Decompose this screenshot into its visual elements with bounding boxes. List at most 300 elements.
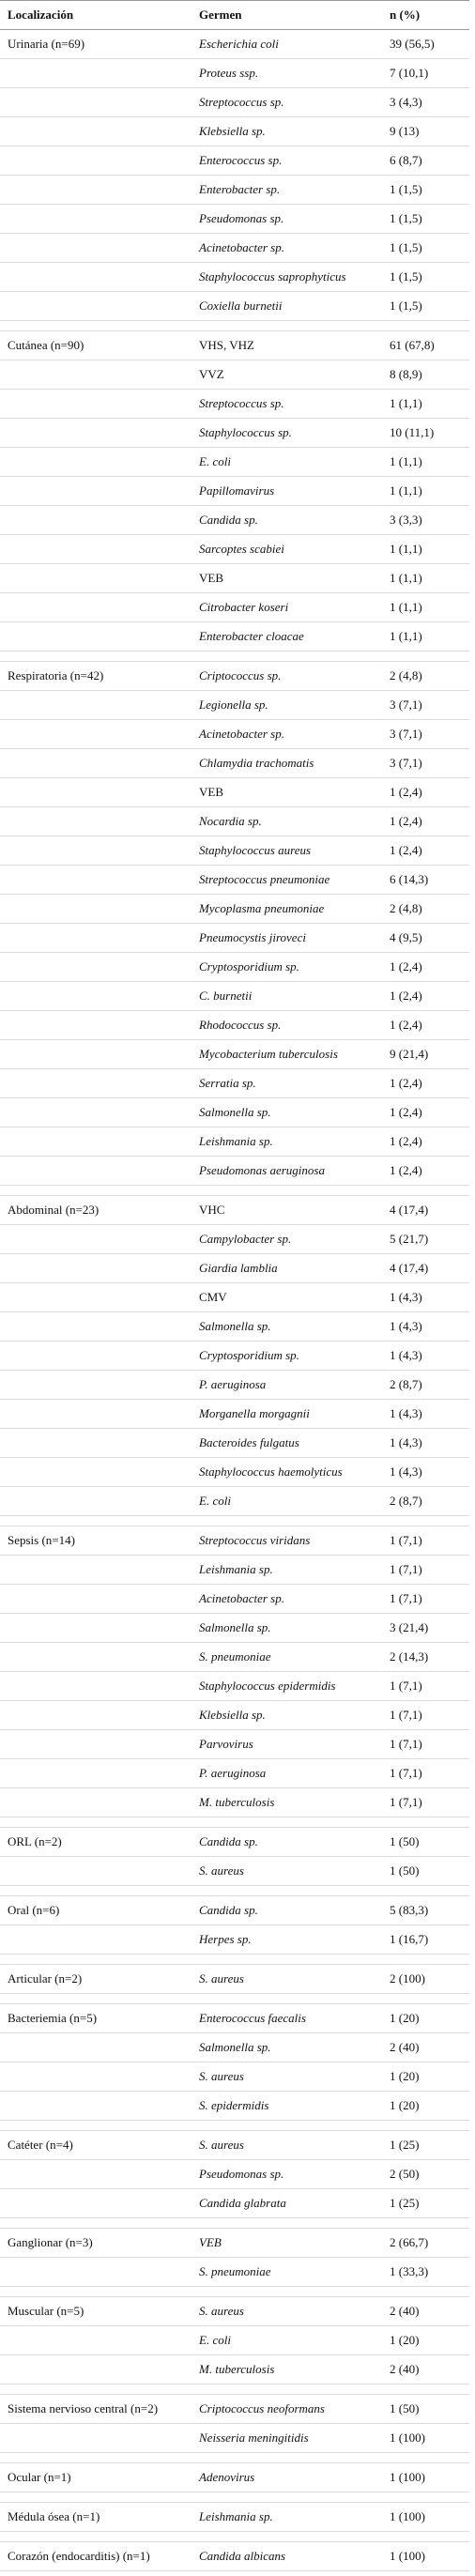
location-cell-empty — [0, 1400, 192, 1429]
location-cell-empty — [0, 1857, 192, 1886]
location-cell-empty — [0, 1429, 192, 1458]
germ-cell: CMV — [192, 1283, 382, 1312]
table-row — [0, 1312, 469, 1342]
table-row — [0, 2131, 469, 2160]
location-cell-empty — [0, 448, 192, 477]
count-percent-cell: 1 (7,1) — [382, 1585, 469, 1614]
spacer-cell — [0, 1955, 192, 1965]
table-row — [0, 720, 469, 749]
location-cell-empty — [0, 1283, 192, 1312]
germ-cell: S. aureus — [192, 2297, 382, 2326]
count-percent-cell: 9 (13) — [382, 117, 469, 146]
table-row — [0, 506, 469, 535]
table-row — [0, 1857, 469, 1886]
location-cell-empty — [0, 360, 192, 390]
location-cell: Oral (n=6) — [0, 1896, 192, 1925]
spacer-cell — [192, 652, 382, 662]
spacer-cell — [382, 1994, 469, 2004]
count-percent-cell: 1 (1,5) — [382, 205, 469, 234]
count-percent-cell: 1 (25) — [382, 2131, 469, 2160]
table-row — [0, 1672, 469, 1701]
germ-cell: Campylobacter sp. — [192, 1225, 382, 1254]
spacer-cell — [192, 2287, 382, 2297]
table-row — [0, 691, 469, 720]
location-cell: Ganglionar (n=3) — [0, 2229, 192, 2258]
table-row — [0, 448, 469, 477]
count-percent-cell: 4 (9,5) — [382, 924, 469, 953]
table-row — [0, 2189, 469, 2218]
count-percent-cell: 1 (4,3) — [382, 1429, 469, 1458]
location-cell-empty — [0, 953, 192, 982]
germ-cell: Nocardia sp. — [192, 807, 382, 836]
table-row — [0, 2542, 469, 2571]
location-cell-empty — [0, 205, 192, 234]
germ-cell: VVZ — [192, 360, 382, 390]
group-spacer-row — [0, 2218, 469, 2229]
location-cell-empty — [0, 1672, 192, 1701]
location-cell-empty — [0, 1643, 192, 1672]
count-percent-cell: 5 (21,7) — [382, 1225, 469, 1254]
germ-cell: Salmonella sp. — [192, 1098, 382, 1127]
location-cell-empty — [0, 836, 192, 866]
count-percent-cell: 1 (2,4) — [382, 982, 469, 1011]
location-cell-empty — [0, 1487, 192, 1516]
location-cell-empty — [0, 1759, 192, 1788]
group-spacer-row — [0, 2384, 469, 2395]
count-percent-cell: 1 (4,3) — [382, 1342, 469, 1371]
table-row — [0, 1196, 469, 1225]
spacer-cell — [192, 1955, 382, 1965]
table-row — [0, 1896, 469, 1925]
germ-cell: Criptococcus sp. — [192, 662, 382, 691]
germ-cell: VHS, VHZ — [192, 331, 382, 360]
germ-cell: Staphylococcus epidermidis — [192, 1672, 382, 1701]
location-cell-empty — [0, 1011, 192, 1040]
count-percent-cell: 2 (40) — [382, 2033, 469, 2062]
group-spacer-row — [0, 652, 469, 662]
spacer-cell — [192, 1817, 382, 1828]
germ-cell: Chlamydia trachomatis — [192, 749, 382, 778]
table-row — [0, 2092, 469, 2121]
count-percent-cell: 1 (50) — [382, 1828, 469, 1857]
table-row — [0, 662, 469, 691]
germ-cell: Candida albicans — [192, 2542, 382, 2571]
location-cell-empty — [0, 807, 192, 836]
count-percent-cell: 4 (17,4) — [382, 1196, 469, 1225]
table-row — [0, 836, 469, 866]
table-row — [0, 807, 469, 836]
count-percent-cell: 9 (21,4) — [382, 1040, 469, 1069]
count-percent-cell: 1 (2,4) — [382, 1127, 469, 1157]
table-row — [0, 1759, 469, 1788]
location-cell-empty — [0, 982, 192, 1011]
location-cell: Médula ósea (n=1) — [0, 2503, 192, 2532]
germ-cell: VHC — [192, 1196, 382, 1225]
location-cell: Corazón (endocarditis) (n=1) — [0, 2542, 192, 2571]
header-localizacion: Localización — [0, 1, 192, 30]
spacer-cell — [0, 1994, 192, 2004]
count-percent-cell: 1 (2,4) — [382, 953, 469, 982]
count-percent-cell: 3 (7,1) — [382, 691, 469, 720]
count-percent-cell: 1 (100) — [382, 2503, 469, 2532]
header-row — [0, 1, 469, 30]
count-percent-cell: 1 (1,1) — [382, 448, 469, 477]
group-spacer-row — [0, 2492, 469, 2503]
location-cell: Muscular (n=5) — [0, 2297, 192, 2326]
location-cell: Sistema nervioso central (n=2) — [0, 2395, 192, 2424]
count-percent-cell: 1 (20) — [382, 2062, 469, 2092]
spacer-cell — [382, 1955, 469, 1965]
germ-cell: VEB — [192, 778, 382, 807]
germ-cell: Acinetobacter sp. — [192, 1585, 382, 1614]
spacer-cell — [0, 2218, 192, 2229]
table-row — [0, 1283, 469, 1312]
table-row — [0, 1643, 469, 1672]
table-row — [0, 1157, 469, 1186]
germ-cell: Escherichia coli — [192, 30, 382, 59]
germ-cell: P. aeruginosa — [192, 1759, 382, 1788]
location-cell-empty — [0, 146, 192, 176]
count-percent-cell: 1 (1,1) — [382, 564, 469, 593]
count-percent-cell: 1 (1,1) — [382, 622, 469, 652]
location-cell-empty — [0, 1098, 192, 1127]
table-row — [0, 1701, 469, 1730]
spacer-cell — [382, 2384, 469, 2395]
location-cell-empty — [0, 1585, 192, 1614]
location-cell: Respiratoria (n=42) — [0, 662, 192, 691]
table-row — [0, 477, 469, 506]
location-cell-empty — [0, 59, 192, 88]
table-row — [0, 176, 469, 205]
germ-cell: Staphylococcus haemolyticus — [192, 1458, 382, 1487]
spacer-cell — [0, 1186, 192, 1196]
germ-cell: Enterococcus faecalis — [192, 2004, 382, 2033]
spacer-cell — [0, 2384, 192, 2395]
count-percent-cell: 1 (2,4) — [382, 1011, 469, 1040]
count-percent-cell: 61 (67,8) — [382, 331, 469, 360]
group-spacer-row — [0, 2453, 469, 2463]
group-spacer-row — [0, 2121, 469, 2131]
germ-cell: Mycoplasma pneumoniae — [192, 895, 382, 924]
germ-cell: Sarcoptes scabiei — [192, 535, 382, 564]
count-percent-cell: 2 (8,7) — [382, 1371, 469, 1400]
location-cell: Cutánea (n=90) — [0, 331, 192, 360]
count-percent-cell: 1 (7,1) — [382, 1526, 469, 1556]
table-row — [0, 1965, 469, 1994]
count-percent-cell: 2 (100) — [382, 1965, 469, 1994]
germ-cell: Leishmania sp. — [192, 2503, 382, 2532]
location-cell-empty — [0, 1312, 192, 1342]
table-row — [0, 2503, 469, 2532]
location-cell-empty — [0, 593, 192, 622]
table-row — [0, 1614, 469, 1643]
location-cell-empty — [0, 477, 192, 506]
spacer-cell — [382, 2532, 469, 2542]
germ-cell: P. aeruginosa — [192, 1371, 382, 1400]
location-cell: Sepsis (n=14) — [0, 1526, 192, 1556]
spacer-cell — [0, 2532, 192, 2542]
germ-cell: Proteus ssp. — [192, 59, 382, 88]
table-row — [0, 535, 469, 564]
count-percent-cell: 1 (1,5) — [382, 234, 469, 263]
table-row — [0, 1925, 469, 1955]
germ-cell: Neisseria meningitidis — [192, 2424, 382, 2453]
location-cell-empty — [0, 564, 192, 593]
location-cell-empty — [0, 234, 192, 263]
count-percent-cell: 1 (1,1) — [382, 593, 469, 622]
location-cell-empty — [0, 622, 192, 652]
count-percent-cell: 1 (1,1) — [382, 535, 469, 564]
spacer-cell — [192, 321, 382, 331]
count-percent-cell: 1 (2,4) — [382, 836, 469, 866]
count-percent-cell: 3 (7,1) — [382, 720, 469, 749]
table-row — [0, 2160, 469, 2189]
table-row — [0, 895, 469, 924]
table-row — [0, 2424, 469, 2453]
location-cell: Articular (n=2) — [0, 1965, 192, 1994]
count-percent-cell: 1 (4,3) — [382, 1312, 469, 1342]
group-spacer-row — [0, 1186, 469, 1196]
table-row — [0, 866, 469, 895]
header-n-percent: n (%) — [382, 1, 469, 30]
location-cell-empty — [0, 176, 192, 205]
germ-cell: Legionella sp. — [192, 691, 382, 720]
group-spacer-row — [0, 1955, 469, 1965]
table-row — [0, 778, 469, 807]
spacer-cell — [382, 1186, 469, 1196]
location-cell-empty — [0, 535, 192, 564]
count-percent-cell: 1 (1,5) — [382, 176, 469, 205]
location-cell-empty — [0, 1254, 192, 1283]
location-cell-empty — [0, 419, 192, 448]
group-spacer-row — [0, 2287, 469, 2297]
spacer-cell — [0, 1516, 192, 1526]
table-row — [0, 2355, 469, 2384]
germ-cell: Pseudomonas sp. — [192, 205, 382, 234]
location-cell-empty — [0, 390, 192, 419]
table-row — [0, 2326, 469, 2355]
location-cell: Ocular (n=1) — [0, 2463, 192, 2492]
germ-cell: Cryptosporidium sp. — [192, 953, 382, 982]
table-header — [0, 1, 469, 30]
location-cell-empty — [0, 1925, 192, 1955]
location-cell-empty — [0, 720, 192, 749]
location-cell-empty — [0, 924, 192, 953]
count-percent-cell: 3 (3,3) — [382, 506, 469, 535]
germ-cell: Herpes sp. — [192, 1925, 382, 1955]
germ-cell: Candida glabrata — [192, 2189, 382, 2218]
spacer-cell — [192, 2121, 382, 2131]
table-row — [0, 1458, 469, 1487]
count-percent-cell: 1 (100) — [382, 2424, 469, 2453]
germ-cell: Serratia sp. — [192, 1069, 382, 1098]
germ-cell: Parvovirus — [192, 1730, 382, 1759]
location-cell-empty — [0, 1788, 192, 1817]
spacer-cell — [382, 652, 469, 662]
count-percent-cell: 2 (4,8) — [382, 662, 469, 691]
germ-cell: S. aureus — [192, 2062, 382, 2092]
location-cell-empty — [0, 117, 192, 146]
location-cell-empty — [0, 88, 192, 117]
germ-cell: E. coli — [192, 1487, 382, 1516]
table-row — [0, 2062, 469, 2092]
location-cell-empty — [0, 691, 192, 720]
location-cell-empty — [0, 1614, 192, 1643]
count-percent-cell: 1 (4,3) — [382, 1400, 469, 1429]
count-percent-cell: 1 (20) — [382, 2092, 469, 2121]
count-percent-cell: 2 (50) — [382, 2160, 469, 2189]
count-percent-cell: 5 (83,3) — [382, 1896, 469, 1925]
table-row — [0, 1371, 469, 1400]
spacer-cell — [382, 2287, 469, 2297]
spacer-cell — [382, 2121, 469, 2131]
table-row — [0, 331, 469, 360]
germ-cell: Rhodococcus sp. — [192, 1011, 382, 1040]
location-cell-empty — [0, 263, 192, 292]
location-cell-empty — [0, 2062, 192, 2092]
location-cell-empty — [0, 2092, 192, 2121]
germ-cell: S. aureus — [192, 1965, 382, 1994]
table-row — [0, 2463, 469, 2492]
count-percent-cell: 1 (25) — [382, 2189, 469, 2218]
table-row — [0, 924, 469, 953]
germ-cell: Coxiella burnetii — [192, 292, 382, 321]
table-row — [0, 1040, 469, 1069]
germ-cell: Enterobacter cloacae — [192, 622, 382, 652]
germ-cell: M. tuberculosis — [192, 1788, 382, 1817]
count-percent-cell: 1 (7,1) — [382, 1672, 469, 1701]
count-percent-cell: 2 (14,3) — [382, 1643, 469, 1672]
germ-cell: VEB — [192, 564, 382, 593]
count-percent-cell: 1 (1,5) — [382, 263, 469, 292]
spacer-cell — [192, 1186, 382, 1196]
table-row — [0, 564, 469, 593]
germ-cell: Streptococcus viridans — [192, 1526, 382, 1556]
germ-cell: VEB — [192, 2229, 382, 2258]
count-percent-cell: 1 (2,4) — [382, 1098, 469, 1127]
spacer-cell — [0, 2121, 192, 2131]
location-cell-empty — [0, 2160, 192, 2189]
header-germen: Germen — [192, 1, 382, 30]
table-row — [0, 2004, 469, 2033]
spacer-cell — [382, 2218, 469, 2229]
location-cell-empty — [0, 895, 192, 924]
spacer-cell — [0, 1886, 192, 1896]
table-row — [0, 953, 469, 982]
spacer-cell — [192, 2453, 382, 2463]
count-percent-cell: 1 (1,1) — [382, 390, 469, 419]
count-percent-cell: 3 (7,1) — [382, 749, 469, 778]
table-row — [0, 1526, 469, 1556]
table-row — [0, 2297, 469, 2326]
table-row — [0, 2258, 469, 2287]
location-cell-empty — [0, 1556, 192, 1585]
group-spacer-row — [0, 1516, 469, 1526]
table-row — [0, 982, 469, 1011]
location-cell-empty — [0, 2424, 192, 2453]
count-percent-cell: 1 (2,4) — [382, 1069, 469, 1098]
group-spacer-row — [0, 1817, 469, 1828]
germ-cell: M. tuberculosis — [192, 2355, 382, 2384]
spacer-cell — [192, 2384, 382, 2395]
location-cell-empty — [0, 1040, 192, 1069]
spacer-cell — [192, 2532, 382, 2542]
germ-cell: Acinetobacter sp. — [192, 234, 382, 263]
table-row — [0, 234, 469, 263]
location-cell: Abdominal (n=23) — [0, 1196, 192, 1225]
count-percent-cell: 1 (2,4) — [382, 807, 469, 836]
location-cell-empty — [0, 2033, 192, 2062]
germ-cell: Citrobacter koseri — [192, 593, 382, 622]
table-row — [0, 1254, 469, 1283]
germ-cell: Candida sp. — [192, 1896, 382, 1925]
count-percent-cell: 1 (1,1) — [382, 477, 469, 506]
spacer-cell — [382, 1886, 469, 1896]
germ-cell: Bacteroides fulgatus — [192, 1429, 382, 1458]
spacer-cell — [382, 321, 469, 331]
location-cell: Catéter (n=4) — [0, 2131, 192, 2160]
table-row — [0, 749, 469, 778]
table-row — [0, 1585, 469, 1614]
table-row — [0, 1487, 469, 1516]
germ-cell: Pseudomonas sp. — [192, 2160, 382, 2189]
germ-cell: Staphylococcus sp. — [192, 419, 382, 448]
table-row — [0, 1098, 469, 1127]
table-row — [0, 360, 469, 390]
count-percent-cell: 1 (16,7) — [382, 1925, 469, 1955]
spacer-cell — [382, 1516, 469, 1526]
count-percent-cell: 39 (56,5) — [382, 30, 469, 59]
germ-cell: S. epidermidis — [192, 2092, 382, 2121]
table-row — [0, 1730, 469, 1759]
germ-cell: Criptococcus neoformans — [192, 2395, 382, 2424]
count-percent-cell: 1 (7,1) — [382, 1759, 469, 1788]
germ-cell: Enterobacter sp. — [192, 176, 382, 205]
spacer-cell — [382, 2453, 469, 2463]
count-percent-cell: 7 (10,1) — [382, 59, 469, 88]
spacer-cell — [0, 2287, 192, 2297]
group-spacer-row — [0, 1994, 469, 2004]
germ-cell: Morganella morgagnii — [192, 1400, 382, 1429]
table-row — [0, 2229, 469, 2258]
spacer-cell — [0, 652, 192, 662]
location-cell-empty — [0, 1225, 192, 1254]
location-cell-empty — [0, 778, 192, 807]
table-row — [0, 1127, 469, 1157]
table-row — [0, 1788, 469, 1817]
table-row — [0, 593, 469, 622]
count-percent-cell: 1 (1,5) — [382, 292, 469, 321]
location-cell-empty — [0, 1069, 192, 1098]
count-percent-cell: 8 (8,9) — [382, 360, 469, 390]
table-row — [0, 205, 469, 234]
table-row — [0, 88, 469, 117]
spacer-cell — [192, 2218, 382, 2229]
table-row — [0, 263, 469, 292]
germ-cell: Streptococcus sp. — [192, 88, 382, 117]
table-row — [0, 2033, 469, 2062]
germ-cell: Cryptosporidium sp. — [192, 1342, 382, 1371]
location-cell-empty — [0, 1458, 192, 1487]
table-row — [0, 1342, 469, 1371]
germ-cell: Giardia lamblia — [192, 1254, 382, 1283]
location-cell-empty — [0, 1371, 192, 1400]
count-percent-cell: 1 (7,1) — [382, 1730, 469, 1759]
spacer-cell — [192, 1994, 382, 2004]
table-row — [0, 30, 469, 59]
count-percent-cell: 2 (40) — [382, 2297, 469, 2326]
count-percent-cell: 6 (14,3) — [382, 866, 469, 895]
